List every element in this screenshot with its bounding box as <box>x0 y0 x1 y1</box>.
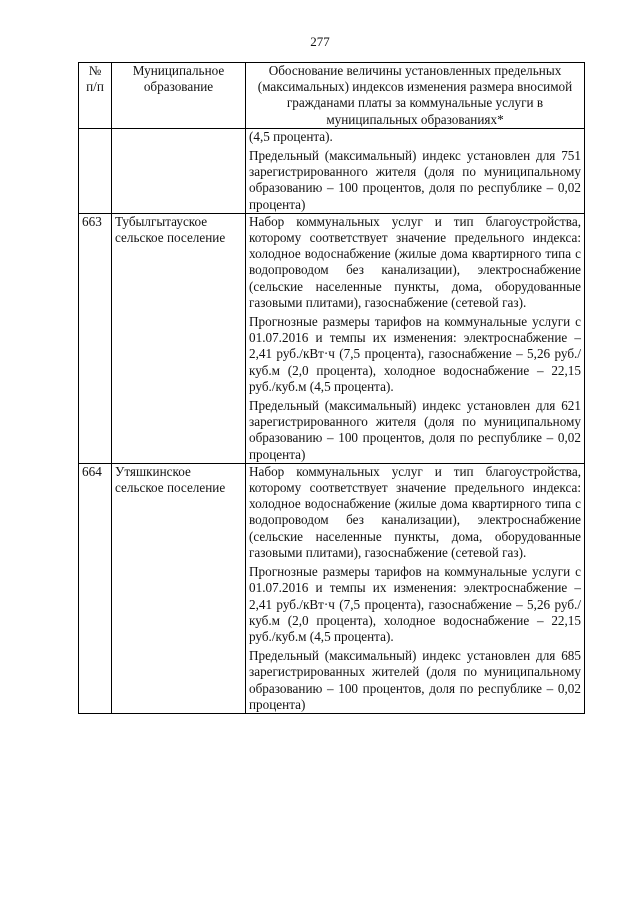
page-number: 277 <box>310 34 330 49</box>
header-number: № п/п <box>79 63 112 129</box>
paragraph: (4,5 процента). <box>249 128 333 144</box>
cell-justification <box>246 463 585 713</box>
cell-number: 663 <box>79 213 112 463</box>
cell-justification <box>246 213 585 463</box>
table-header-row <box>79 63 585 129</box>
table-row <box>79 213 585 463</box>
table-row-continuation <box>79 128 585 213</box>
cell-municipality: Тубылгытауское сельское поселение <box>112 213 246 463</box>
cell-municipality <box>112 128 246 213</box>
cell-number <box>79 128 112 213</box>
paragraph: Предельный (максимальный) индекс установлен для 621 зарегистрированного жителя (доля по муниципальному образованию – 100 процентов, доля по республике – 0,02 процента) <box>249 398 581 462</box>
paragraph: Предельный (максимальный) индекс установлен для 751 зарегистрированного жителя (доля по муниципальному образованию – 100 процентов, доля по республике – 0,02 процента) <box>249 148 581 212</box>
paragraph: Прогнозные размеры тарифов на коммунальные услуги с 01.07.2016 и темпы их изменения: электроснабжение – 2,41 руб./кВт·ч (7,5 процента), газоснабжение – 5,26 руб./куб.м (2,0 процента), холодное водоснабжение – 22,15 руб./куб.м (4,5 процента). <box>249 564 581 644</box>
header-justification: Обоснование величины установленных предельных (максимальных) индексов изменения размера вносимой гражданами платы за коммунальные услуги в муниципальных образованиях* <box>246 63 585 129</box>
tariff-index-table <box>78 62 585 714</box>
paragraph: Предельный (максимальный) индекс установлен для 685 зарегистрированных жителей (доля по муниципальному образованию – 100 процентов, доля по республике – 0,02 процента) <box>249 648 581 712</box>
paragraph: Набор коммунальных услуг и тип благоустройства, которому соответствует значение предельного индекса: холодное водоснабжение (жилые дома квартирного типа с водопроводом без канализации), электроснабжение (сельские населенные пункты, дома, оборудованные газовыми плитами), газоснабжение (сетевой газ). <box>249 463 581 560</box>
cell-justification <box>246 128 585 213</box>
paragraph: Набор коммунальных услуг и тип благоустройства, которому соответствует значение предельного индекса: холодное водоснабжение (жилые дома квартирного типа с водопроводом без канализации), электроснабжение (сельские населенные пункты, дома, оборудованные газовыми плитами), газоснабжение (сетевой газ). <box>249 213 581 310</box>
cell-municipality: Утяшкинское сельское поселение <box>112 463 246 713</box>
cell-number: 664 <box>79 463 112 713</box>
header-municipality: Муниципальное образование <box>112 63 246 129</box>
paragraph: Прогнозные размеры тарифов на коммунальные услуги с 01.07.2016 и темпы их изменения: электроснабжение – 2,41 руб./кВт·ч (7,5 процента), газоснабжение – 5,26 руб./куб.м (2,0 процента), холодное водоснабжение – 22,15 руб./куб.м (4,5 процента). <box>249 314 581 394</box>
table-row <box>79 463 585 713</box>
